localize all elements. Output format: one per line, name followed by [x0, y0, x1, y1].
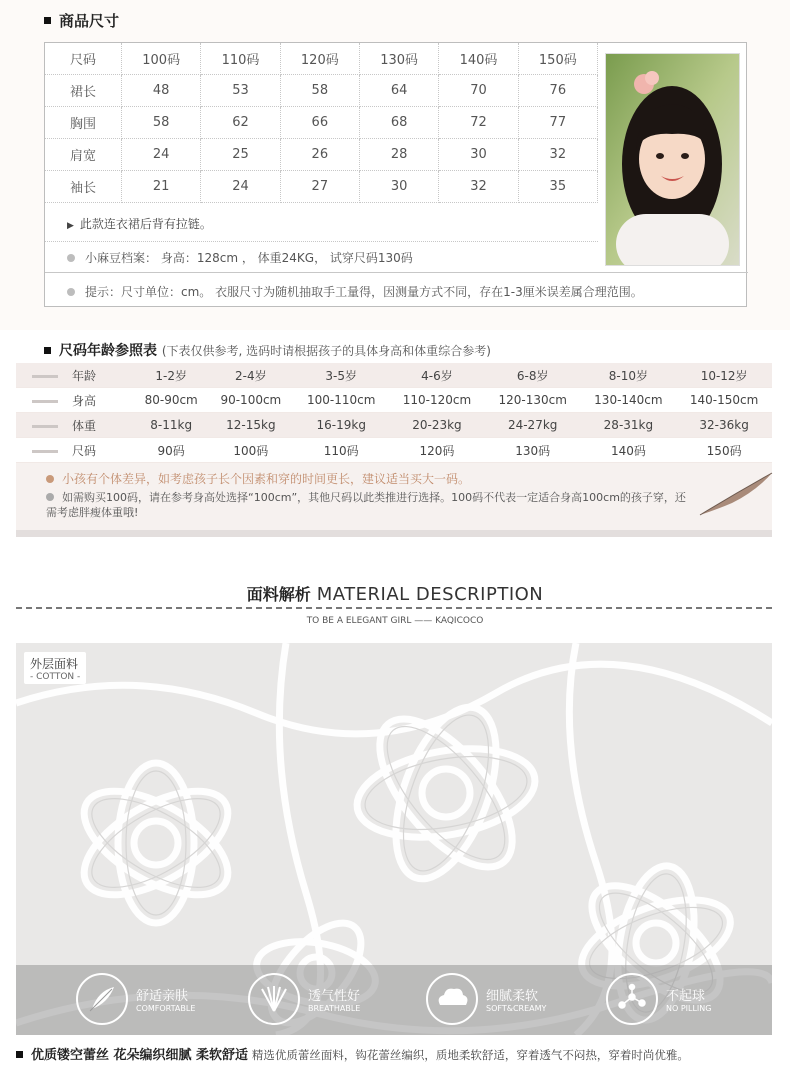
age-cell: 4-6岁	[389, 363, 485, 388]
age-cell: 10-12岁	[676, 363, 772, 388]
age-cell: 12-15kg	[208, 413, 293, 438]
feature-bar: 舒适亲肤 COMFORTABLE 透气性好 BREATHABLE 细腻柔软 SOFT&CREAMY 不起球 NO PILLING	[16, 965, 772, 1035]
dot-icon	[46, 493, 54, 501]
age-cell: 100码	[208, 438, 293, 463]
age-row-label: 身高	[16, 388, 134, 413]
fan-icon	[248, 973, 300, 1025]
size-header-cell: 120码	[280, 43, 359, 75]
age-row-label: 尺码	[16, 438, 134, 463]
size-header-row	[45, 43, 598, 75]
age-cell: 120-130cm	[485, 388, 581, 413]
age-cell: 1-2岁	[134, 363, 208, 388]
age-cell: 80-90cm	[134, 388, 208, 413]
size-header-cell: 150码	[518, 43, 597, 75]
size-cell: 76	[518, 75, 597, 107]
size-cell: 裙长	[45, 75, 122, 107]
age-cell: 140-150cm	[676, 388, 772, 413]
size-box	[44, 42, 747, 307]
age-cell: 90码	[134, 438, 208, 463]
size-cell: 64	[359, 75, 438, 107]
size-cell: 25	[201, 139, 280, 171]
age-cell: 6-8岁	[485, 363, 581, 388]
age-cell: 100-110cm	[293, 388, 389, 413]
age-row-label: 年龄	[16, 363, 134, 388]
size-cell: 35	[518, 171, 597, 203]
age-note: 如需购买100码，请在参考身高处选择“100cm”，其他尺码以此类推进行选择。100码不代表一定适合身高100cm的孩子穿，还需考虑胖瘦体重哦!	[46, 491, 686, 519]
dot-icon	[67, 288, 75, 296]
age-cell: 140码	[581, 438, 677, 463]
age-note-highlight: 小孩有个体差异，如考虑孩子长个因素和穿的时间更长，建议适当买大一码。	[46, 470, 470, 487]
age-section	[16, 363, 772, 537]
age-cell: 2-4岁	[208, 363, 293, 388]
age-cell: 130码	[485, 438, 581, 463]
size-cell: 62	[201, 107, 280, 139]
section-divider	[16, 530, 772, 537]
size-header-cell: 100码	[122, 43, 201, 75]
age-cell: 130-140cm	[581, 388, 677, 413]
size-cell: 48	[122, 75, 201, 107]
age-cell: 110-120cm	[389, 388, 485, 413]
age-cell: 8-10岁	[581, 363, 677, 388]
age-row	[16, 413, 772, 438]
size-row	[45, 107, 598, 139]
size-table	[45, 43, 598, 203]
triangle-icon: ▶	[67, 221, 74, 231]
size-cell: 72	[439, 107, 518, 139]
size-cell: 胸围	[45, 107, 122, 139]
material-summary: 优质镂空蕾丝 花朵编织细腻 柔软舒适 精选优质蕾丝面料，钩花蕾丝编织，质地柔软舒适，穿着透气不闷热，穿着时尚优雅。	[16, 1044, 689, 1063]
size-row	[45, 139, 598, 171]
size-row	[45, 171, 598, 203]
size-header-cell: 140码	[439, 43, 518, 75]
cloud-icon	[426, 973, 478, 1025]
size-header-cell: 尺码	[45, 43, 122, 75]
age-cell: 110码	[293, 438, 389, 463]
size-cell: 68	[359, 107, 438, 139]
model-note: 小麻豆档案： 身高：128cm ， 体重24KG， 试穿尺码130码	[67, 249, 595, 266]
age-row	[16, 363, 772, 388]
size-cell: 袖长	[45, 171, 122, 203]
size-cell: 30	[439, 139, 518, 171]
size-cell: 21	[122, 171, 201, 203]
material-title: 面料解析 MATERIAL DESCRIPTION	[246, 584, 544, 605]
size-cell: 58	[280, 75, 359, 107]
size-cell: 24	[201, 171, 280, 203]
size-title: 商品尺寸	[44, 10, 119, 31]
size-cell: 66	[280, 107, 359, 139]
size-cell: 肩宽	[45, 139, 122, 171]
age-cell: 20-23kg	[389, 413, 485, 438]
dot-icon	[67, 254, 75, 262]
size-cell: 70	[439, 75, 518, 107]
divider	[45, 241, 598, 242]
size-cell: 24	[122, 139, 201, 171]
age-cell: 8-11kg	[134, 413, 208, 438]
size-row	[45, 75, 598, 107]
size-cell: 58	[122, 107, 201, 139]
size-cell: 32	[518, 139, 597, 171]
feather-decoration-icon	[696, 469, 776, 519]
feather-icon	[76, 973, 128, 1025]
age-row	[16, 388, 772, 413]
age-cell: 90-100cm	[208, 388, 293, 413]
dashed-divider	[16, 607, 772, 609]
size-cell: 77	[518, 107, 597, 139]
size-cell: 30	[359, 171, 438, 203]
size-cell: 28	[359, 139, 438, 171]
age-cell: 24-27kg	[485, 413, 581, 438]
dot-icon	[46, 475, 54, 483]
size-cell: 27	[280, 171, 359, 203]
fabric-label: 外层面料 - COTTON -	[24, 652, 86, 684]
age-cell: 150码	[676, 438, 772, 463]
age-table-title: 尺码年龄参照表 (下表仅供参考, 选码时请根据孩子的具体身高和体重综合参考)	[44, 340, 491, 360]
age-cell: 3-5岁	[293, 363, 389, 388]
model-photo	[605, 53, 740, 266]
molecule-icon	[606, 973, 658, 1025]
zip-note: ▶ 此款连衣裙后背有拉链。	[67, 217, 212, 231]
age-cell: 32-36kg	[676, 413, 772, 438]
divider	[45, 272, 748, 273]
age-row-label: 体重	[16, 413, 134, 438]
material-subtitle: TO BE A ELEGANT GIRL —— KAQICOCO	[306, 616, 484, 626]
size-cell: 53	[201, 75, 280, 107]
age-cell: 120码	[389, 438, 485, 463]
age-table	[16, 363, 772, 463]
size-cell: 32	[439, 171, 518, 203]
age-cell: 16-19kg	[293, 413, 389, 438]
tip-note: 提示：尺寸单位：cm。 衣服尺寸为随机抽取手工量得，因测量方式不同，存在1-3厘米误差属合理范围。	[67, 283, 643, 300]
size-cell: 26	[280, 139, 359, 171]
age-cell: 28-31kg	[581, 413, 677, 438]
size-header-cell: 110码	[201, 43, 280, 75]
age-row	[16, 438, 772, 463]
size-header-cell: 130码	[359, 43, 438, 75]
